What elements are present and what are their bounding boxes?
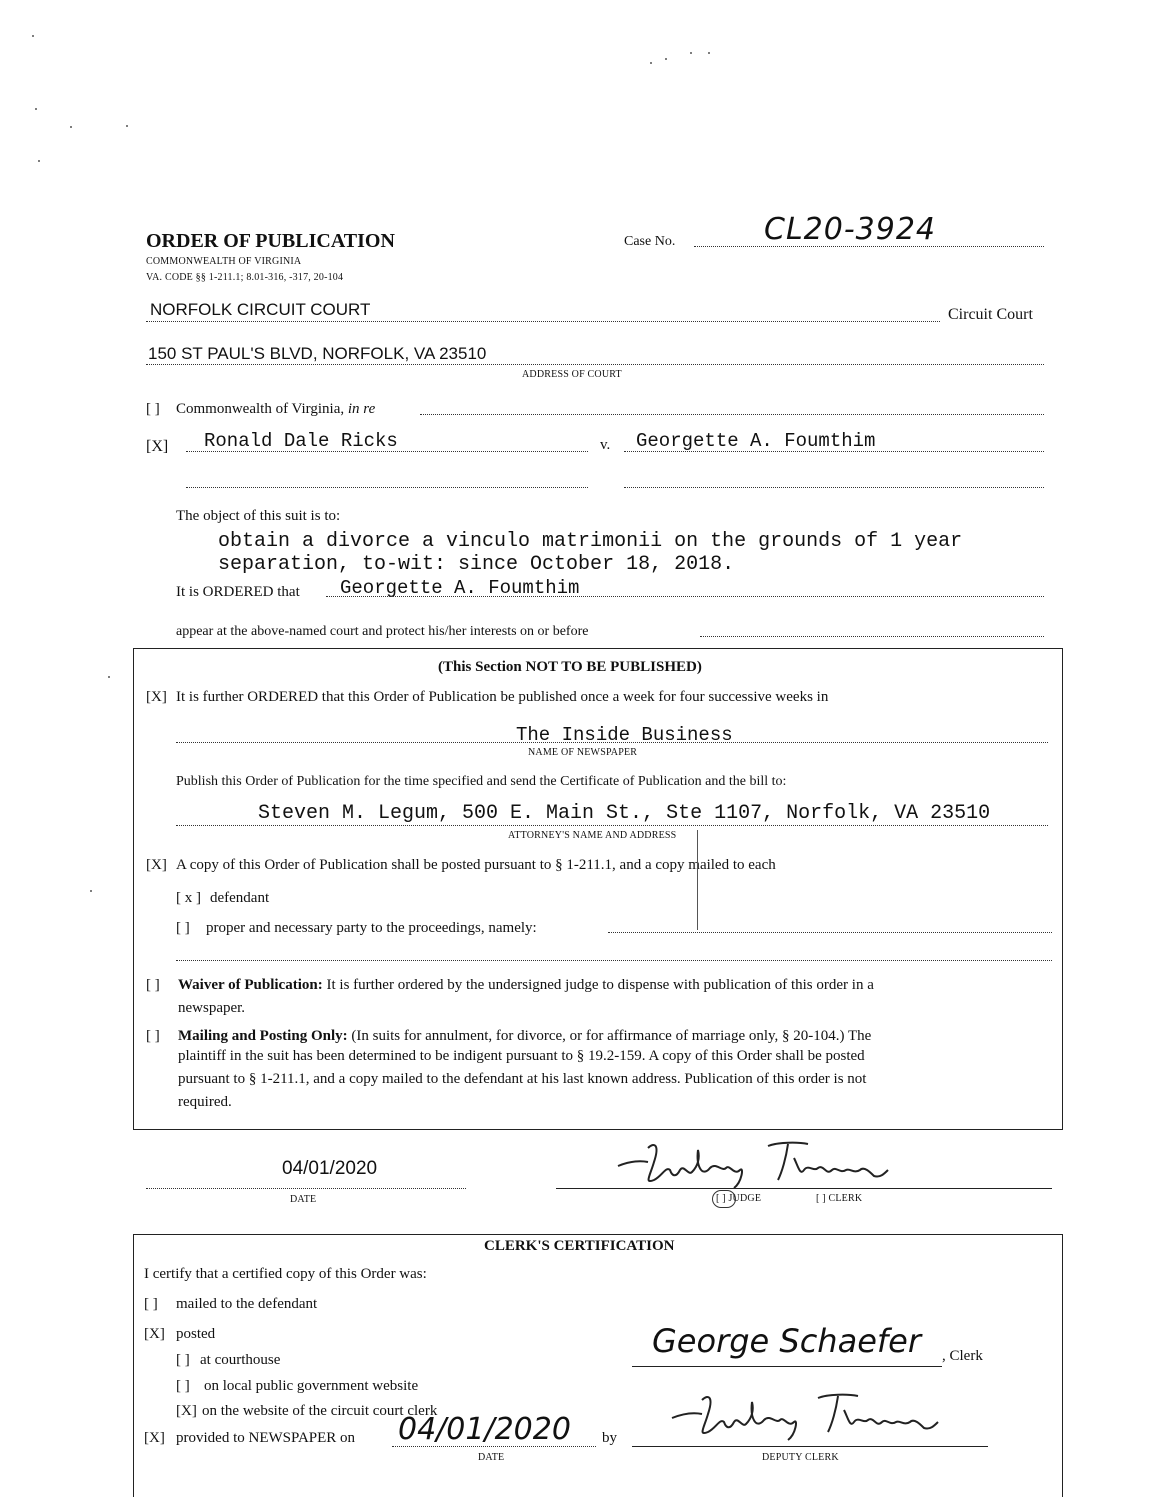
newspaper-caption: NAME OF NEWSPAPER: [528, 747, 638, 758]
newspaper-line: [176, 742, 1048, 743]
proper-party-label: proper and necessary party to the proceedings, namely:: [206, 920, 537, 936]
court-suffix: Circuit Court: [948, 306, 1033, 323]
court-address-caption: ADDRESS OF COURT: [522, 369, 622, 380]
order-date-caption: DATE: [290, 1194, 317, 1205]
clerk-name-line: [632, 1366, 942, 1367]
courthouse-checkbox[interactable]: [ ]: [176, 1352, 190, 1368]
object-line-1: obtain a divorce a vinculo matrimonii on the grounds of 1 year: [218, 530, 963, 553]
copy-posted-checkbox[interactable]: [X]: [146, 857, 167, 873]
by-label: by: [602, 1430, 617, 1446]
local-website-label: on local public government website: [204, 1378, 419, 1394]
judge-signature-line: [556, 1188, 1052, 1189]
newspaper-provided-date-line: [392, 1446, 596, 1447]
certification-heading: CLERK'S CERTIFICATION: [484, 1238, 675, 1254]
plaintiff-name: Ronald Dale Ricks: [204, 430, 398, 452]
attorney-caption: ATTORNEY'S NAME AND ADDRESS: [508, 830, 677, 841]
newspaper-provided-date: 04/01/2020: [398, 1412, 571, 1447]
court-name-line: [146, 321, 940, 322]
scan-vertical-line: [697, 830, 698, 930]
judge-circle-mark: [712, 1190, 736, 1208]
form-title: ORDER OF PUBLICATION: [146, 230, 395, 252]
posted-checkbox[interactable]: [X]: [144, 1326, 165, 1342]
form-subtitle-commonwealth: COMMONWEALTH OF VIRGINIA: [146, 256, 302, 267]
waiver-text-line-2: newspaper.: [178, 1000, 246, 1016]
deputy-clerk-signature-line: [632, 1446, 988, 1447]
defendant-checkbox[interactable]: [ x ]: [176, 890, 201, 906]
deputy-clerk-caption: DEPUTY CLERK: [762, 1452, 839, 1463]
court-address: 150 ST PAUL'S BLVD, NORFOLK, VA 23510: [148, 344, 487, 363]
judge-signature: [618, 1136, 898, 1192]
ordered-line: [326, 596, 1044, 597]
mailing-text-line-2: plaintiff in the suit has been determined to be indigent pursuant to § 19.2-159. A copy of this Order shall be posted: [178, 1048, 865, 1064]
waiver-checkbox[interactable]: [ ]: [146, 977, 160, 993]
copy-posted-text: A copy of this Order of Publication shall be posted pursuant to § 1-211.1, and a copy mailed to each: [176, 857, 776, 873]
proper-party-line: [608, 932, 1052, 933]
mailed-checkbox[interactable]: [ ]: [144, 1296, 158, 1312]
proper-party-line-2: [176, 960, 1052, 961]
commonwealth-line: [420, 414, 1044, 415]
clerk-checkbox[interactable]: [ ] CLERK: [816, 1193, 863, 1204]
courthouse-label: at courthouse: [200, 1352, 281, 1368]
defendant-name: Georgette A. Foumthim: [636, 430, 876, 452]
defendant-option-label: defendant: [210, 890, 270, 906]
object-line-2: separation, to-wit: since October 18, 2018.: [218, 553, 735, 576]
order-date-line: [146, 1188, 466, 1189]
court-address-line: [146, 364, 1044, 365]
provided-date-caption: DATE: [478, 1452, 505, 1463]
defendant-line-2: [624, 487, 1044, 488]
judge-checkbox[interactable]: [ ] JUDGE: [716, 1193, 762, 1204]
plaintiff-line-2: [186, 487, 588, 488]
attorney-line: [176, 825, 1048, 826]
deputy-clerk-signature: [672, 1390, 942, 1446]
ordered-label: It is ORDERED that: [176, 584, 300, 600]
defendant-line: [624, 451, 1044, 452]
clerk-suffix: , Clerk: [942, 1348, 983, 1364]
case-number-value: CL20-3924: [764, 212, 937, 247]
waiver-text-line-1: Waiver of Publication: It is further ordered by the undersigned judge to dispense with publication of this order in a: [178, 977, 874, 993]
local-website-checkbox[interactable]: [ ]: [176, 1378, 190, 1394]
newspaper-provided-label: provided to NEWSPAPER on: [176, 1430, 356, 1446]
publish-instructions: Publish this Order of Publication for the time specified and send the Certificate of Publication and the bill to:: [176, 774, 787, 789]
not-published-heading: (This Section NOT TO BE PUBLISHED): [438, 659, 702, 675]
further-ordered-text: It is further ORDERED that this Order of Publication be published once a week for four successive weeks in: [176, 689, 829, 705]
certification-intro: I certify that a certified copy of this Order was:: [144, 1266, 427, 1282]
circuit-website-label: on the website of the circuit court clerk: [202, 1403, 438, 1419]
mailing-text-line-3: pursuant to § 1-211.1, and a copy mailed to the defendant at his last known address. Publication of this order is not: [178, 1071, 867, 1087]
case-number-label: Case No.: [624, 234, 676, 249]
plaintiff-line: [186, 451, 588, 452]
circuit-website-checkbox[interactable]: [X]: [176, 1403, 197, 1419]
newspaper-provided-checkbox[interactable]: [X]: [144, 1430, 165, 1446]
clerk-name: George Schaefer: [652, 1322, 921, 1360]
versus-label: v.: [600, 437, 611, 453]
proper-party-checkbox[interactable]: [ ]: [176, 920, 190, 936]
plaintiff-checkbox[interactable]: [X]: [146, 438, 169, 455]
mailed-label: mailed to the defendant: [176, 1296, 318, 1312]
commonwealth-checkbox[interactable]: [ ]: [146, 401, 160, 417]
ordered-name: Georgette A. Foumthim: [340, 577, 580, 599]
posted-label: posted: [176, 1326, 216, 1342]
mailing-text-line-1: Mailing and Posting Only: (In suits for annulment, for divorce, or for affirmance of marriage only, § 20-104.) The: [178, 1028, 872, 1044]
form-subtitle-code: VA. CODE §§ 1-211.1; 8.01-316, -317, 20-104: [146, 272, 344, 283]
mailing-text-line-4: required.: [178, 1094, 232, 1110]
mailing-posting-checkbox[interactable]: [ ]: [146, 1028, 160, 1044]
further-ordered-checkbox[interactable]: [X]: [146, 689, 167, 705]
attorney-name-address: Steven M. Legum, 500 E. Main St., Ste 1107, Norfolk, VA 23510: [258, 802, 991, 825]
newspaper-name: The Inside Business: [516, 724, 733, 746]
order-date: 04/01/2020: [282, 1158, 378, 1179]
commonwealth-label: Commonwealth of Virginia, in re: [176, 401, 376, 417]
object-label: The object of this suit is to:: [176, 508, 341, 524]
appear-line: [700, 636, 1044, 637]
court-name: NORFOLK CIRCUIT COURT: [150, 300, 371, 319]
appear-text: appear at the above-named court and protect his/her interests on or before: [176, 624, 589, 639]
